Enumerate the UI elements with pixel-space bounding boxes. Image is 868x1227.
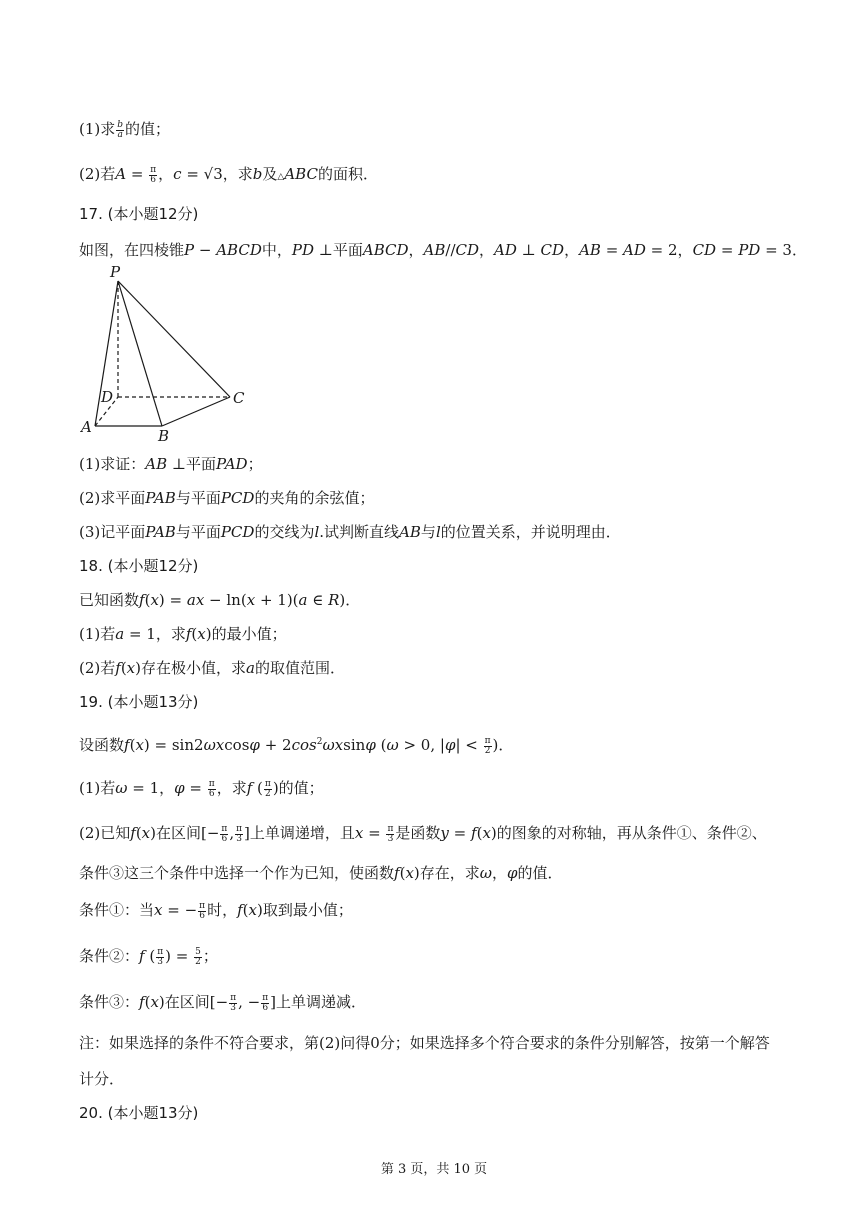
label-P: P bbox=[110, 263, 121, 281]
q19-cond3: 条件③：f(x)在区间[− $\frac{\pi}{3}$ , − $\frac{\pi}{6}$ ]上单调递减． bbox=[79, 992, 366, 1013]
q17-part3: (3)记平面PAB与平面PCD的交线为l.试判断直线AB与l的位置关系，并说明理由． bbox=[79, 523, 621, 541]
edge-BC bbox=[162, 397, 230, 426]
q19-part2a: (2)已知f(x)在区间[− $\frac{\pi}{6}$ , $\frac{\pi}{3}$ ]上单调递增，且x = $\frac{\pi}{3}$ 是函数y = f(x)的图象的对称轴，再从条件①、条件②、 bbox=[79, 823, 767, 844]
q18-stem: 已知函数f(x) = ax − ln(x + 1)(a ∈ R)． bbox=[79, 591, 361, 609]
label-B: B bbox=[158, 427, 170, 445]
edge-PC bbox=[118, 281, 230, 397]
q18-part1: (1)若a = 1，求f(x)的最小值； bbox=[79, 625, 287, 643]
q18-header: 18. (本小题12分) bbox=[79, 557, 199, 575]
q19-part1: (1)若ω = 1，φ = $\frac{\pi}{6}$ ，求f ( $\frac{\pi}{2}$ )的值； bbox=[79, 778, 324, 799]
q19-cond2: 条件②：f ( $\frac{\pi}{3}$ ) = $\frac{5}{2}$ ； bbox=[79, 946, 218, 967]
q17-part2: (2)求平面PAB与平面PCD的夹角的余弦值； bbox=[79, 489, 375, 507]
label-D: D bbox=[101, 388, 114, 406]
q17-part1: (1)求证：AB ⊥平面PAD； bbox=[79, 455, 263, 473]
q16-part2: (2)若A = $\frac{\pi}{6}$ ，c = √3，求b及△ABC的面积． bbox=[79, 164, 378, 185]
pyramid-figure bbox=[80, 263, 250, 445]
label-A: A bbox=[81, 418, 92, 436]
page-footer: 第 3 页，共 10 页 bbox=[380, 1162, 488, 1177]
q17-header: 17. (本小题12分) bbox=[79, 205, 199, 223]
q19-note-line2: 计分． bbox=[79, 1070, 125, 1088]
label-C: C bbox=[233, 389, 245, 407]
q19-header: 19. (本小题13分) bbox=[79, 693, 199, 711]
q17-stem: 如图，在四棱锥P − ABCD中，PD ⊥平面ABCD，AB//CD，AD ⊥ CD，AB = AD = 2，CD = PD = 3． bbox=[79, 241, 807, 259]
q19-note-line1: 注：如果选择的条件不符合要求，第(2)问得0分；如果选择多个符合要求的条件分别解答，按第一个解答 bbox=[79, 1034, 770, 1052]
q19-part2b: 条件③这三个条件中选择一个作为已知，使函数f(x)存在，求ω，φ的值． bbox=[79, 864, 563, 882]
q16-part1: (1)求 $\frac{b}{a}$ 的值； bbox=[79, 119, 171, 140]
q19-stem: 设函数$f(x) = \sin 2\omega xcos\varphi + 2\cos^2\omega xsin\varphi$ (ω > 0, |φ| < $\frac{\pi}{2}$ )． bbox=[79, 735, 514, 756]
q19-cond1: 条件①：当x = − $\frac{\pi}{6}$ 时，f(x)取到最小值； bbox=[79, 900, 353, 921]
q20-header: 20. (本小题13分) bbox=[79, 1104, 199, 1122]
q18-part2: (2)若f(x)存在极小值，求a的取值范围． bbox=[79, 659, 345, 677]
edge-PB bbox=[118, 281, 162, 426]
